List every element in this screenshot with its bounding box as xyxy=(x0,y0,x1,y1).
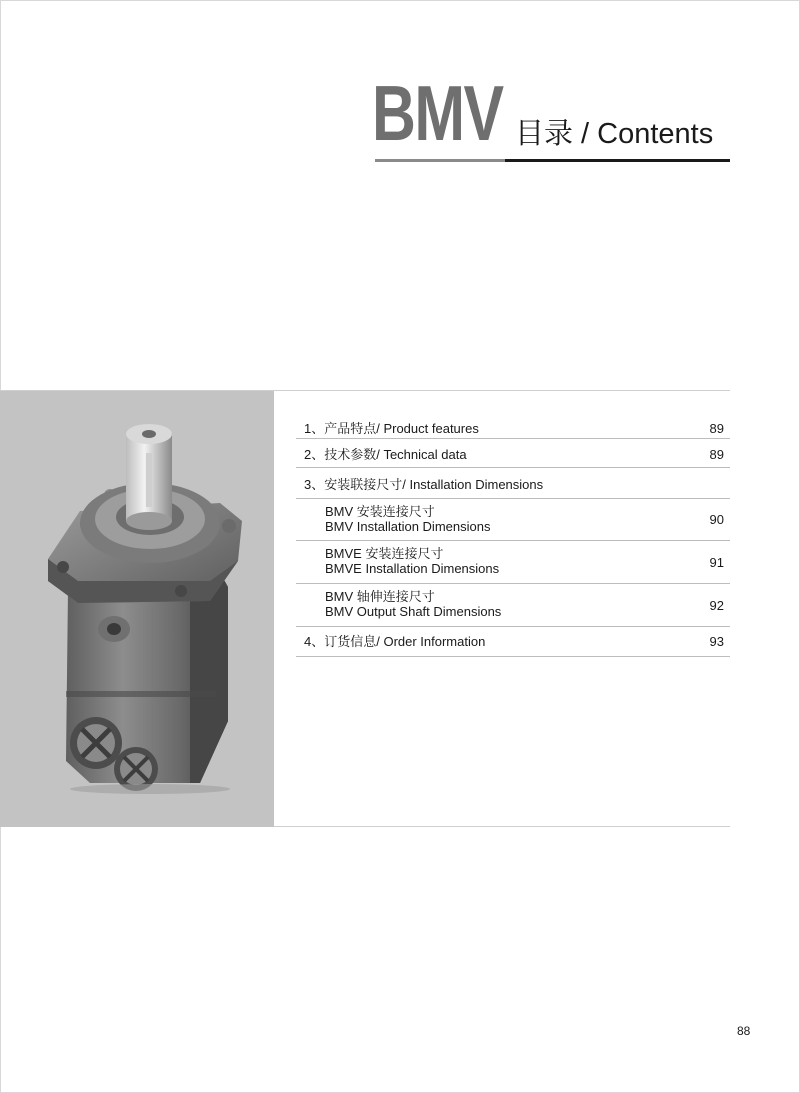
toc-item-page: 90 xyxy=(709,512,724,527)
toc-item-page: 89 xyxy=(709,421,724,436)
toc-item-page: 93 xyxy=(709,634,724,649)
toc-subitem-line2: BMV Output Shaft Dimensions xyxy=(325,604,502,619)
toc-subitem-label xyxy=(325,589,501,619)
title-underline-gray xyxy=(375,159,505,162)
toc-item-installation-dimensions[interactable] xyxy=(296,468,730,499)
toc-subitem-bmv-output-shaft[interactable] xyxy=(296,584,730,627)
toc-subitem-line2: BMVE Installation Dimensions xyxy=(325,561,500,576)
toc-subitem-line2: BMV Installation Dimensions xyxy=(325,519,491,534)
brand-logo: BMV xyxy=(372,69,503,157)
toc-subitem-bmv-installation[interactable] xyxy=(296,499,730,541)
toc-item-label: 3、安装联接尺寸/ Installation Dimensions xyxy=(304,477,544,492)
product-photo xyxy=(0,391,274,827)
toc-item-label: 1、产品特点/ Product features xyxy=(304,421,479,436)
panel-bottom-divider xyxy=(274,826,730,827)
toc-item-page: 89 xyxy=(709,447,724,462)
toc-subitem-line1: BMV 安装连接尺寸 xyxy=(325,504,435,519)
toc-item-order-information[interactable] xyxy=(296,627,730,657)
page-number: 88 xyxy=(737,1024,751,1038)
toc-subitem-line1: BMV 轴伸连接尺寸 xyxy=(325,589,435,604)
toc-item-technical-data[interactable] xyxy=(296,439,730,468)
toc-subitem-label xyxy=(325,546,499,576)
table-of-contents xyxy=(296,416,730,657)
toc-item-label: 4、订货信息/ Order Information xyxy=(304,634,486,649)
toc-subitem-bmve-installation[interactable] xyxy=(296,541,730,584)
title-underline-black xyxy=(505,159,730,162)
toc-item-page: 92 xyxy=(709,598,724,613)
toc-item-label: 2、技术参数/ Technical data xyxy=(304,447,467,462)
toc-item-page: 91 xyxy=(709,555,724,570)
toc-subitem-label xyxy=(325,504,490,534)
toc-item-product-features[interactable] xyxy=(296,416,730,439)
toc-subitem-line1: BMVE 安装连接尺寸 xyxy=(325,546,444,561)
page-title: 目录 / Contents xyxy=(515,118,714,150)
